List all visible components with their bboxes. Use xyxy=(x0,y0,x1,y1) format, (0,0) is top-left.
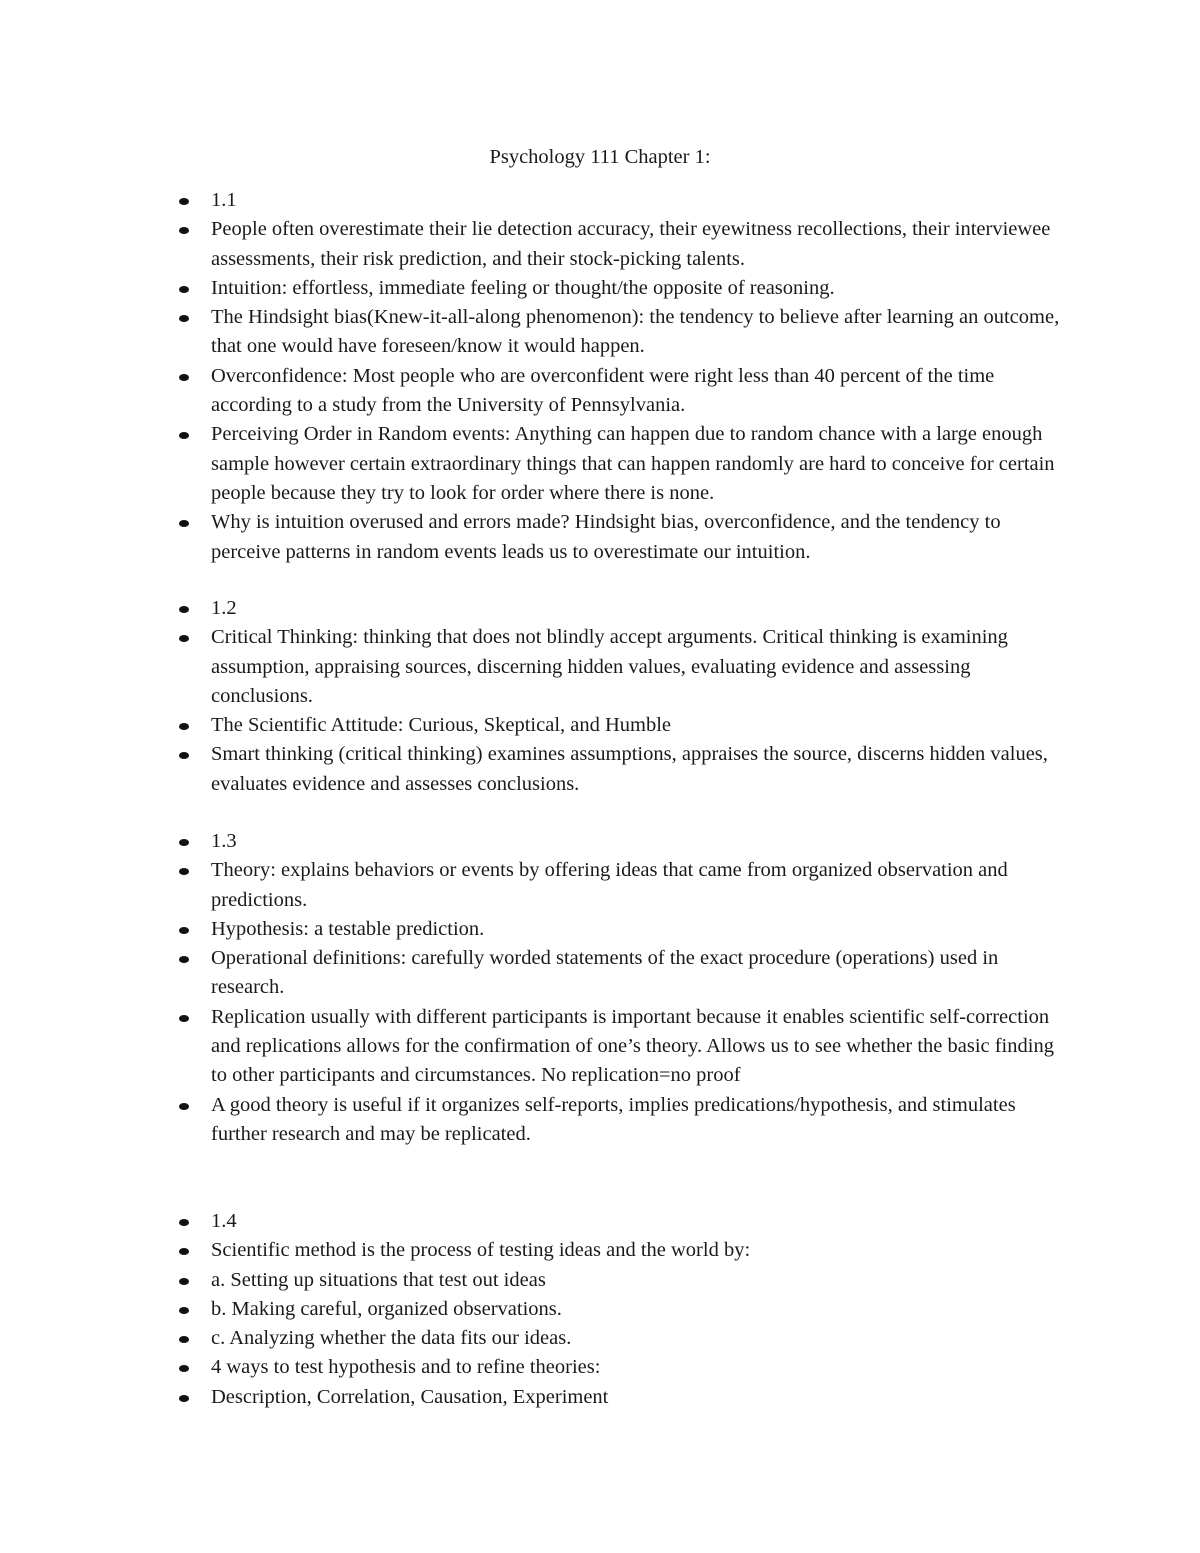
list-item-text: 1.4 xyxy=(211,1210,237,1232)
list-item xyxy=(170,1324,1070,1353)
list-item-text: Hypothesis: a testable prediction. xyxy=(211,917,485,940)
list-item xyxy=(170,623,1070,711)
bullet-icon xyxy=(179,286,189,293)
list-item xyxy=(170,856,1070,915)
list-item xyxy=(170,1383,1070,1412)
list-item xyxy=(170,740,1070,799)
bullet-icon xyxy=(179,1103,189,1110)
bullet-icon xyxy=(179,1015,189,1022)
list-item-text: 1.3 xyxy=(211,830,237,852)
section-1-3 xyxy=(170,827,1070,1149)
bullet-icon xyxy=(179,1395,189,1402)
list-item-text: a. Setting up situations that test out ideas xyxy=(211,1268,546,1291)
list-item-text: Operational definitions: carefully worded statements of the exact procedure (operations) used in research. xyxy=(211,947,999,999)
list-item xyxy=(170,915,1070,944)
list-item xyxy=(170,1091,1070,1150)
list-item xyxy=(170,362,1070,421)
bullet-icon xyxy=(179,432,189,439)
list-item-text: c. Analyzing whether the data fits our ideas. xyxy=(211,1327,572,1350)
list-item-text: A good theory is useful if it organizes self-reports, implies predications/hypothesis, and stimulates further research and may be replicated. xyxy=(211,1093,1016,1145)
list-item-text: 1.2 xyxy=(211,597,237,619)
list-item-text: Description, Correlation, Causation, Experiment xyxy=(211,1385,609,1408)
list-item-text: Scientific method is the process of testing ideas and the world by: xyxy=(211,1239,751,1262)
bullet-icon xyxy=(179,1219,189,1226)
list-item xyxy=(170,1207,1070,1236)
bullet-icon xyxy=(179,520,189,527)
bullet-icon xyxy=(179,1307,189,1314)
bullet-icon xyxy=(179,723,189,730)
list-item xyxy=(170,944,1070,1003)
list-item xyxy=(170,594,1070,623)
bullet-icon xyxy=(179,1336,189,1343)
page-title: Psychology 111 Chapter 1: xyxy=(489,146,711,168)
list-item-text: Why is intuition overused and errors made? Hindsight bias, overconfidence, and the tendency to perceive patterns in random events leads us to overestimate our intuition. xyxy=(211,511,1001,563)
list-item-text: Intuition: effortless, immediate feeling or thought/the opposite of reasoning. xyxy=(211,276,835,299)
list-item-text: Theory: explains behaviors or events by offering ideas that came from organized observation and predictions. xyxy=(211,859,1008,911)
bullet-icon xyxy=(179,374,189,381)
list-item-text: The Hindsight bias(Knew-it-all-along phenomenon): the tendency to believe after learning an outcome, that one would have foreseen/know it would happen. xyxy=(211,306,1060,358)
list-item-text: Smart thinking (critical thinking) examines assumptions, appraises the source, discerns hidden values, evaluates evidence and assesses conclusions. xyxy=(211,743,1048,795)
section-1-2 xyxy=(170,594,1070,799)
section-1-4 xyxy=(170,1207,1070,1412)
list-item-text: The Scientific Attitude: Curious, Skeptical, and Humble xyxy=(211,714,672,737)
bullet-icon xyxy=(179,956,189,963)
list-item-text: 4 ways to test hypothesis and to refine theories: xyxy=(211,1356,601,1379)
bullet-icon xyxy=(179,1248,189,1255)
list-item-text: Critical Thinking: thinking that does not blindly accept arguments. Critical thinking is examining assumption, appraising sources, discerning hidden values, evaluating evidence and assessing conclusions. xyxy=(211,626,1008,707)
bullet-icon xyxy=(179,198,189,205)
bullet-icon xyxy=(179,839,189,846)
bullet-icon xyxy=(179,927,189,934)
bullet-icon xyxy=(179,868,189,875)
list-item-text: Overconfidence: Most people who are overconfident were right less than 40 percent of the time according to a study from the University of Pennsylvania. xyxy=(211,364,995,417)
bullet-icon xyxy=(179,1278,189,1285)
list-item xyxy=(170,215,1070,274)
section-1-1 xyxy=(170,186,1070,567)
list-item-text: People often overestimate their lie detection accuracy, their eyewitness recollections, their interviewee assessments, their risk prediction, and their stock-picking talents. xyxy=(211,218,1051,270)
list-item xyxy=(170,711,1070,740)
bullet-icon xyxy=(179,752,189,759)
list-item xyxy=(170,1295,1070,1324)
list-item-text: b. Making careful, organized observations. xyxy=(211,1297,562,1320)
list-item xyxy=(170,1236,1070,1265)
list-item xyxy=(170,186,1070,215)
list-item xyxy=(170,274,1070,303)
bullet-icon xyxy=(179,227,189,234)
list-item xyxy=(170,827,1070,856)
list-item xyxy=(170,1003,1070,1091)
bullet-icon xyxy=(179,606,189,613)
list-item xyxy=(170,1353,1070,1382)
list-item xyxy=(170,1266,1070,1295)
list-item xyxy=(170,420,1070,508)
list-item-text: 1.1 xyxy=(211,189,237,211)
list-item xyxy=(170,303,1070,362)
bullet-icon xyxy=(179,315,189,322)
list-item xyxy=(170,508,1070,567)
bullet-icon xyxy=(179,635,189,642)
bullet-icon xyxy=(179,1365,189,1372)
list-item-text: Perceiving Order in Random events: Anything can happen due to random chance with a large enough sample however certain extraordinary things that can happen randomly are hard to conceive for certain people because they try to look for order where there is none. xyxy=(211,423,1055,504)
list-item-text: Replication usually with different participants is important because it enables scientific self-correction and replications allows for the confirmation of one’s theory. Allows us to see whether the basic finding to other participants and circumstances. No replication=no proof xyxy=(211,1005,1054,1087)
